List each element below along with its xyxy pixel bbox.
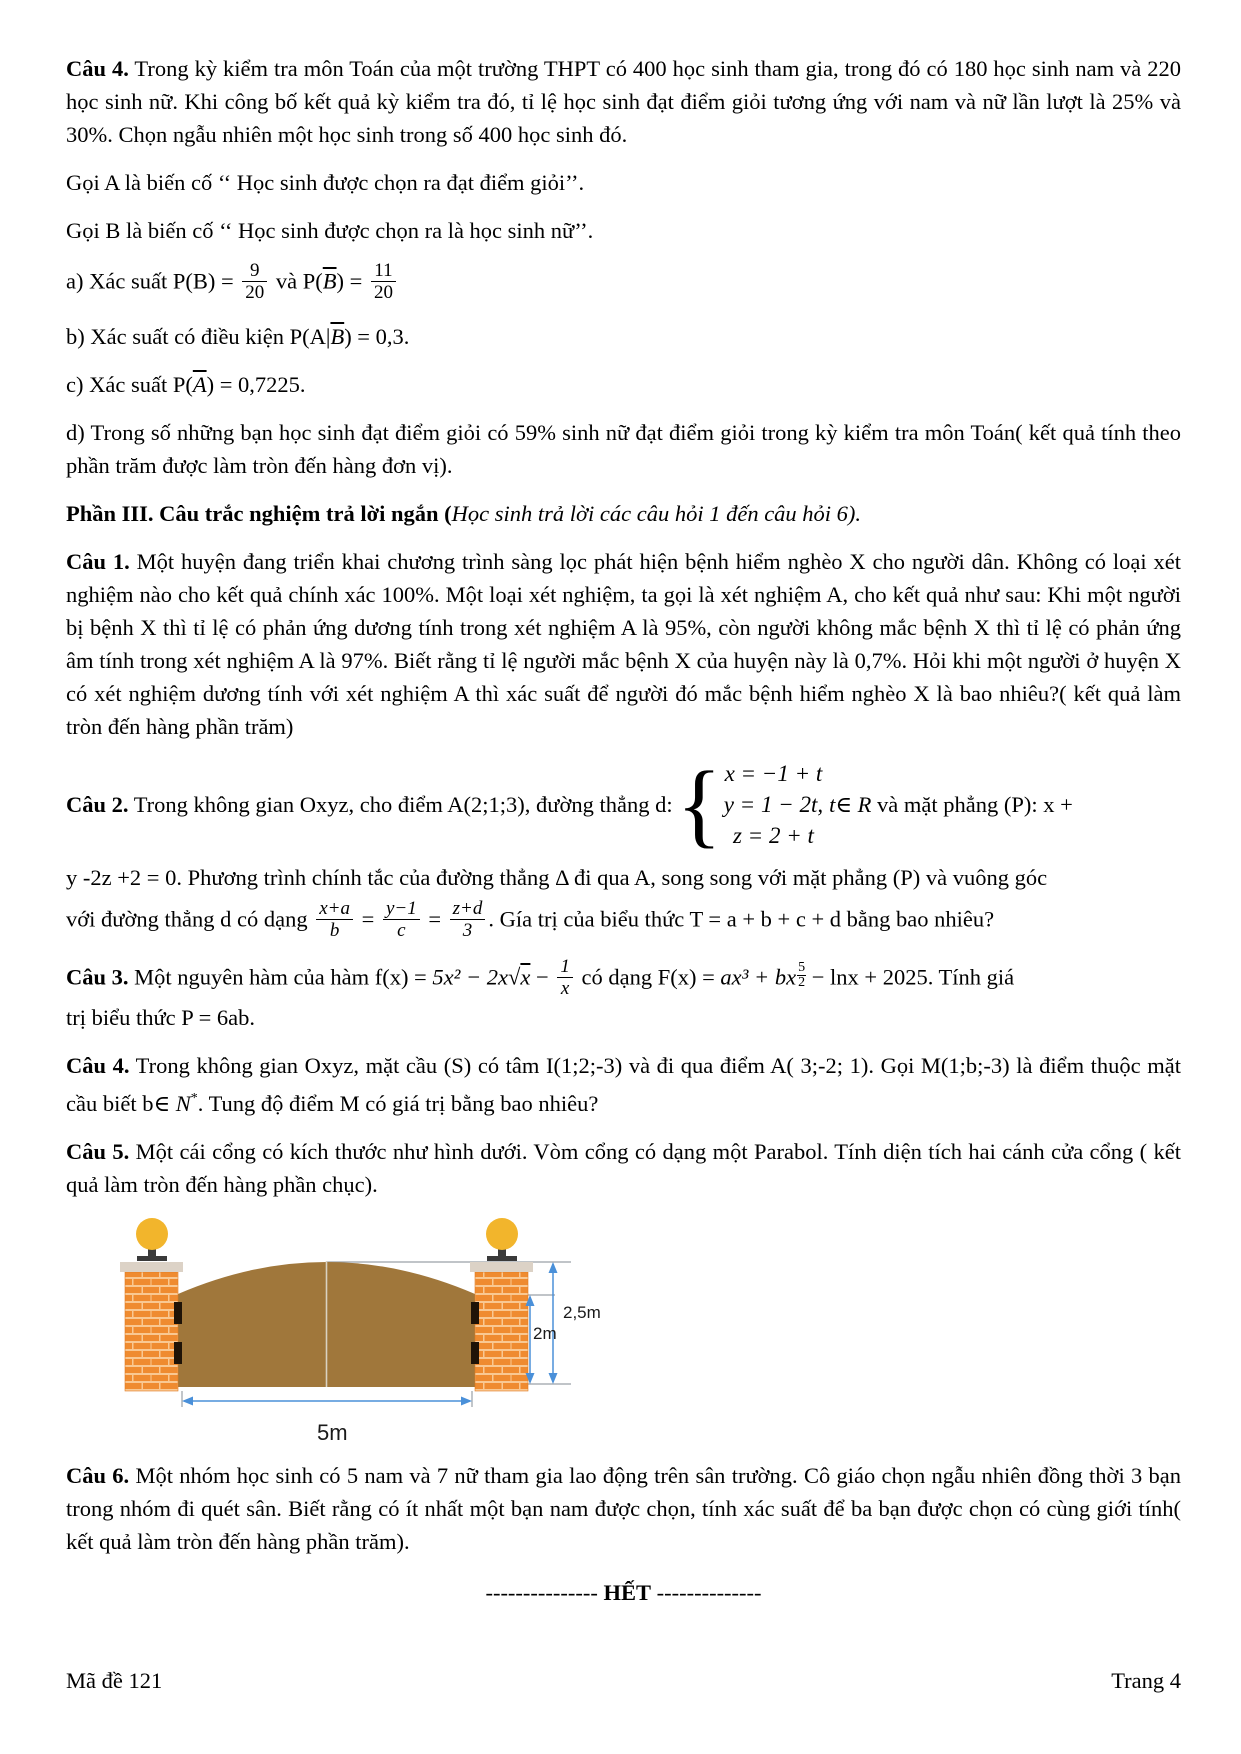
question-2 (66, 752, 1181, 943)
page-footer (66, 1664, 1181, 1697)
gate-figure (115, 1214, 1181, 1449)
question-2-line-1 (66, 752, 1181, 857)
event-a-definition: Gọi A là biến cố ‘‘ Học sinh được chọn ra đạt điểm giỏi’’. (66, 170, 585, 195)
gate-diagram (115, 1214, 635, 1449)
fraction-xa-b: $\frac{x+a}{b}$ (316, 898, 353, 941)
question-1-body: Một huyện đang triển khai chương trình sàng lọc phát hiện bệnh hiểm nghèo X cho người dân. Không có loại xét nghiệm nào cho kết quả chính xác 100%. Một loại xét nghiệm, ta gọi là xét nghiệm A, cho kết quả như sau: Khi một người bị bệnh X thì tỉ lệ có phản ứng dương tính trong xét nghiệm A là 95%, còn người không mắc bệnh X thì tỉ lệ có phản ứng âm tính trong xét nghiệm A là 97%. Biết rằng tỉ lệ người mắc bệnh X của huyện này là 0,7%. Hỏi khi một người ở huyện X có xét nghiệm dương tính với xét nghiệm A thì xác suất để người đó mắc bệnh hiểm nghèo X là bao nhiêu?( kết quả làm tròn đến hàng phần trăm) (66, 549, 1181, 739)
question-4-option-d: d) Trong số những bạn học sinh đạt điểm giỏi có 59% sinh nữ đạt điểm giỏi trong kỳ kiểm tra môn Toán( kết quả tính theo phần trăm được làm tròn đến hàng đơn vị). (66, 420, 1181, 478)
question-5-label: Câu 5. (66, 1139, 130, 1164)
fraction-y1-c: $\frac{y-1}{c}$ (383, 898, 420, 941)
question-4-label: Câu 4. (66, 56, 129, 81)
option-c-text: c) Xác suất P( (66, 372, 193, 397)
b-bar-symbol: $\overline{B}$ (330, 324, 345, 349)
side-height-label: 2m (533, 1324, 557, 1343)
antiderivative-term: ax³ + bx (720, 964, 797, 990)
option-c-post: ) = 0,7225. (206, 372, 306, 397)
a-bar-symbol: $\overline{A}$ (192, 372, 207, 397)
part-3-title: Phần III. Câu trắc nghiệm trả lời ngắn ( (66, 501, 452, 526)
part-3-heading (66, 497, 1181, 530)
fraction-zd-3: $\frac{z+d}{3}$ (450, 898, 486, 941)
question-2-line-3: với đường thẳng d có dạng $\frac{x+a}{b}$ = $\frac{y-1}{c}$ = $\frac{z+d}{3}$ . Gía trị của biểu thức T = a + b + c + d bằng bao nhiêu? (66, 898, 995, 941)
system-row-x: x = −1 + t (724, 761, 823, 786)
question-4b: Câu 4. Trong không gian Oxyz, mặt cầu (S) có tâm I(1;2;-3) và đi qua điểm A( 3;-2; 1). Gọi M(1;b;-3) là điểm thuộc mặt cầu biết b∈ N*. Tung độ điểm M có giá trị bằng bao nhiêu? (66, 1053, 1181, 1116)
b-bar-symbol: $\overline{B}$ (322, 268, 337, 294)
question-6: Câu 6. Một nhóm học sinh có 5 nam và 7 nữ tham gia lao động trên sân trường. Cô giáo chọn ngẫu nhiên đồng thời 3 bạn trong nhóm đi quét sân. Biết rằng có ít nhất một bạn nam được chọn, tính xác suất để ba bạn được chọn có cùng giới tính( kết quả làm tròn đến hàng phần trăm). (66, 1463, 1182, 1554)
question-5: Câu 5. Một cái cổng có kích thước như hình dưới. Vòm cổng có dạng một Parabol. Tính diện tích hai cánh cửa cổng ( kết quả làm tròn đến hàng phần chục). (66, 1139, 1182, 1197)
question-2-label: Câu 2. (66, 792, 129, 817)
option-b-text: b) Xác suất có điều kiện P(A| (66, 324, 331, 349)
end-marker: --------------- HẾT -------------- (485, 1580, 762, 1605)
question-4-body: Trong kỳ kiểm tra môn Toán của một trường THPT có 400 học sinh tham gia, trong đó có 180 học sinh nam và 220 học sinh nữ. Khi công bố kết quả kỳ kiểm tra đó, tỉ lệ học sinh đạt điểm giỏi tương ứng với nam và nữ lần lượt là 25% và 30%. Chọn ngẫu nhiên một học sinh trong số 400 học sinh đó. (66, 56, 1182, 147)
fraction-9-20: $\frac{9}{20}$ (242, 260, 267, 303)
question-4-statement (66, 52, 1181, 151)
question-4-option-a (66, 262, 1181, 305)
exponent-5-2: $\frac{5}{2}$ (798, 959, 806, 990)
equation-system (676, 752, 824, 857)
page-number: Trang 4 (1111, 1668, 1181, 1693)
system-row-z: z = 2 + t (732, 823, 814, 848)
lamp-ball (136, 1218, 168, 1250)
right-pillar (470, 1218, 533, 1391)
option-a-text: a) Xác suất P(B) = (66, 268, 240, 294)
width-label: 5m (317, 1420, 348, 1445)
question-1-label: Câu 1. (66, 549, 130, 574)
lamp-ball (486, 1218, 518, 1250)
question-3 (66, 958, 1181, 1034)
left-pillar (120, 1218, 183, 1391)
question-3-line-1: Câu 3. Một nguyên hàm của hàm f(x) = 5x² − 2x√x − $\frac{1}{x}$ có dạng F(x) = ax³ + bx $\frac{5}{2}$ − lnx + 2025. Tính giá (66, 956, 1015, 999)
end-label: HẾT (603, 1580, 651, 1605)
question-4-option-c (66, 368, 1181, 401)
sqrt-icon: √ (508, 964, 521, 990)
fraction-11-20: $\frac{11}{20}$ (371, 260, 396, 303)
question-1 (66, 545, 1181, 743)
part-3-instruction: Học sinh trả lời các câu hỏi 1 đến câu hỏi 6). (451, 501, 862, 526)
question-2-after-system: t∈ R và mặt phẳng (P): x + (829, 792, 1073, 817)
option-a-post: ) = (336, 268, 368, 294)
question-4b-label: Câu 4. (66, 1053, 130, 1078)
question-2-intro: Câu 2. Trong không gian Oxyz, cho điểm A(2;1;3), đường thẳng d: (66, 792, 673, 817)
total-height-label: 2,5m (563, 1303, 601, 1322)
poly-term: 5x² − 2x (432, 964, 509, 990)
brace-symbol: { (676, 752, 722, 857)
system-row-y: y = 1 − 2t, (723, 792, 824, 817)
question-3-line-2: trị biểu thức P = 6ab. (66, 1005, 256, 1030)
question-6-label: Câu 6. (66, 1463, 130, 1488)
star-superscript: * (190, 1091, 198, 1106)
exam-code: Mã đề 121 (66, 1668, 163, 1693)
question-2-line-2: y -2z +2 = 0. Phương trình chính tắc của đường thẳng Δ đi qua A, song song với mặt phẳng (P) và vuông góc (66, 865, 1048, 890)
option-b-post: ) = 0,3. (344, 324, 410, 349)
sqrt-argument: x (520, 964, 531, 990)
question-4-option-b (66, 320, 1181, 353)
option-a-mid: và P( (270, 268, 323, 294)
fraction-1-x: $\frac{1}{x}$ (557, 956, 573, 999)
natural-numbers-symbol: N (175, 1091, 191, 1116)
event-b-definition: Gọi B là biến cố ‘‘ Học sinh được chọn ra là học sinh nữ’’. (66, 218, 594, 243)
question-3-label: Câu 3. (66, 964, 129, 990)
